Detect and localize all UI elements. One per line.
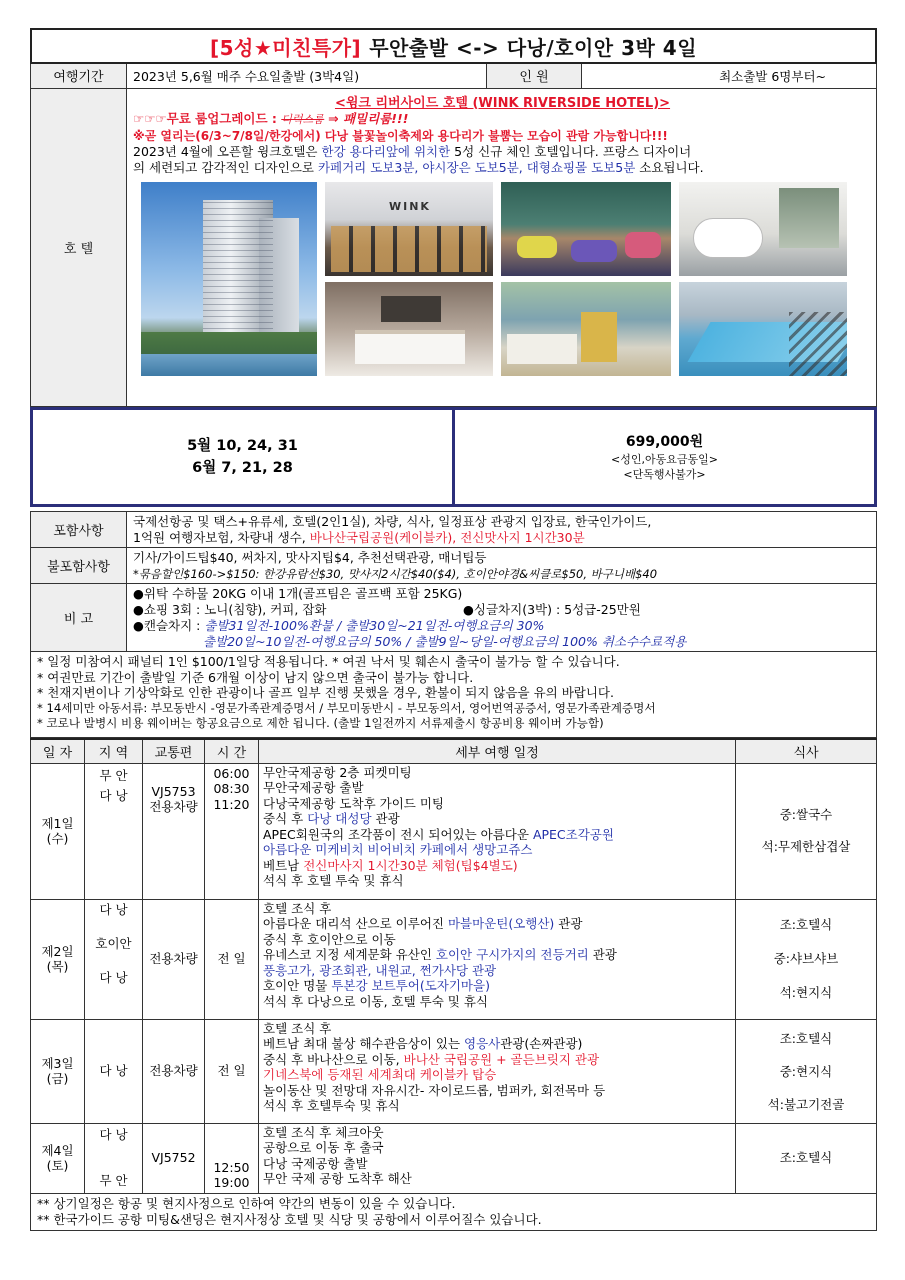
price-amount: 699,000원: [625, 434, 704, 450]
itinerary-text: 베트남: [263, 857, 304, 873]
hotel-table: [30, 89, 877, 408]
day-3-label: [31, 1019, 85, 1123]
itinerary-text: 관광: [371, 811, 400, 826]
day-1-meals: [736, 763, 877, 899]
people-label: 인 원: [487, 64, 582, 88]
day-2-row: [31, 899, 877, 1019]
hotel-suite-photo: [501, 282, 671, 376]
itinerary-line: 다낭 국제공항 출발: [263, 1155, 368, 1171]
day-4-label: [31, 1123, 85, 1193]
itinerary-highlight: 영응사: [464, 1036, 501, 1051]
flyer-title: [30, 28, 877, 64]
remarks-label: 비 고: [31, 584, 127, 652]
include-highlight: 바나산국립공원(케이블카), 전신맛사지 1시간30분: [309, 529, 585, 545]
meal-item: 조:호텔식: [779, 1030, 833, 1046]
departure-dates: [33, 410, 452, 504]
hotel-sign: WINK: [389, 199, 431, 213]
itinerary-line: 호텔 조식 후 체크아웃: [263, 1124, 384, 1140]
hotel-pool-photo: [679, 282, 847, 376]
itinerary-line: 석식 후 호텔 투숙 및 휴식: [263, 873, 404, 888]
remarks-cancel-label: ●캔슬차지 :: [133, 617, 205, 633]
itinerary-line: 중식 후 호이안으로 이동: [263, 931, 396, 947]
price-box: [30, 407, 877, 507]
hotel-desc-1: [133, 144, 872, 160]
itinerary-line: 무안국제공항 2층 피켓미팅: [263, 764, 412, 780]
day-4-region-from: 다 낭: [99, 1127, 128, 1142]
itinerary-line: 호텔 조식 후: [263, 1020, 332, 1036]
remarks-content: [127, 584, 877, 652]
dates-june: 6월 7, 21, 28: [192, 460, 293, 476]
remarks-line-3: [133, 618, 870, 634]
day-2-label: [31, 899, 85, 1019]
hotel-bathroom-photo: [679, 182, 847, 276]
day-1-region-to: 다 낭: [99, 787, 128, 803]
day-1-time: 11:20: [213, 796, 250, 812]
itinerary-line: 호텔 조식 후: [263, 900, 332, 916]
day-3-weekday: (금): [46, 1071, 69, 1086]
itinerary-line: 공항으로 이동 후 출국: [263, 1140, 384, 1155]
itinerary-line: [263, 978, 731, 994]
meal-item: 중:쌀국수: [779, 807, 833, 822]
itinerary-line: 풍흥고가, 광조회관, 내원교, 쩐가사당 관광: [263, 962, 497, 978]
day-1-region: [85, 763, 143, 899]
header-meal: 식사: [736, 739, 877, 763]
desc2-highlight: 카페거리 도보3분, 야시장은 도보5분, 대형쇼핑몰 도보5분: [317, 159, 636, 175]
upgrade-line: [133, 111, 872, 128]
header-region: 지 역: [85, 739, 143, 763]
remarks-line-1: ●위탁 수하물 20KG 이내 1개(골프팀은 골프백 포함 25KG): [133, 585, 463, 601]
itinerary-text: 중식 후 바나산으로 이동,: [263, 1051, 404, 1067]
day-4-row: [31, 1123, 877, 1193]
header-time: 시 간: [205, 739, 259, 763]
itinerary-text: 베트남 최대 불상 해수관음상이 있는: [263, 1036, 464, 1051]
schedule-table: [30, 738, 877, 1194]
remarks-shopping: ●쇼핑 3회 : 노니(침향), 커피, 잡화: [133, 601, 327, 617]
itinerary-highlight: 투본강 보트투어(도자기마을): [331, 978, 490, 993]
day-1-label: [31, 763, 85, 899]
include-label: 포함사항: [31, 512, 127, 548]
price-note-2: <단독행사불가>: [623, 468, 706, 481]
day-3-number: 제3일: [41, 1055, 74, 1071]
info-table: [30, 64, 877, 89]
day-4-flight: VJ5752: [143, 1123, 205, 1193]
itinerary-line: 다낭국제공항 도착후 가이드 미팅: [263, 795, 444, 811]
include-line-2: [133, 530, 870, 546]
day-2-meals: [736, 899, 877, 1019]
note-item: * 코로나 발병시 비용 웨이버는 항공요금으로 제한 됩니다. (출발 1일전까지 서류제출시 항공비용 웨이버 가능함): [37, 716, 604, 730]
itinerary-line: [263, 1052, 731, 1068]
day-2-itinerary: [259, 899, 736, 1019]
hotel-label: 호 텔: [31, 89, 127, 407]
desc1-text-end: 5성 신규 체인 호텔입니다. 프랑스 디자이너: [450, 143, 692, 159]
itinerary-text: 관광: [588, 947, 617, 962]
meal-item: 중:현지식: [779, 1063, 833, 1079]
itinerary-text: 유네스코 지정 세계문화 유산인: [263, 947, 436, 962]
itinerary-line: 아름다운 미케비치 비어비치 카페에서 생망고쥬스: [263, 842, 533, 857]
upgrade-from: 디럭스룸: [281, 112, 324, 126]
title-highlight: [5성★미친특가]: [209, 35, 362, 60]
itinerary-highlight: 다낭 대성당: [307, 811, 372, 826]
itinerary-highlight: 전신마사지 1시간30분 체험(팁$4별도): [303, 857, 518, 873]
day-1-flight: VJ5753: [151, 783, 196, 799]
day-2-time: 전 일: [205, 899, 259, 1019]
itinerary-highlight: 호이안 구시가지의 전등거리: [435, 947, 589, 962]
festival-line: ※곧 열리는(6/3~7/8일/한강에서) 다낭 불꽃놀이축제와 용다리가 불뿜는 모습이 관람 가능합니다!!!: [133, 128, 668, 143]
itinerary-text: 아름다운 대리석 산으로 이루어진: [263, 916, 448, 931]
meal-item: 석:현지식: [779, 985, 833, 1000]
desc2-text: 의 세련되고 감각적인 디자인으로: [133, 159, 318, 175]
day-2-region-item: 다 낭: [99, 901, 128, 917]
meal-item: 석:무제한삼겹살: [761, 839, 851, 854]
hotel-exterior-photo: [141, 182, 317, 376]
day-3-itinerary: [259, 1019, 736, 1123]
period-label: 여행기간: [31, 64, 127, 88]
note-item: * 일정 미참여시 패널티 1인 $100/1일당 적용됩니다. * 여권 낙서 및 훼손시 출국이 불가능 할 수 있습니다.: [37, 654, 620, 669]
itinerary-highlight: APEC조각공원: [532, 826, 614, 842]
day-1-transport: [143, 763, 205, 899]
day-4-meal: 조:호텔식: [736, 1123, 877, 1193]
itinerary-line: [263, 858, 731, 874]
exclude-line-1: 기사/가이드팁$40, 써차지, 맛사지팁$4, 추천선택관광, 매너팁등: [133, 549, 487, 565]
desc1-highlight: 한강 용다리앞에 위치한: [321, 143, 451, 159]
title-route: 무안출발 <-> 다낭/호이안 3박 4일: [369, 35, 698, 60]
dates-may: 5월 10, 24, 31: [187, 438, 298, 454]
day-1-car: 전용차량: [149, 799, 198, 814]
day-1-number: 제1일: [41, 815, 74, 831]
price-note-1: <성인,아동요금동일>: [611, 453, 718, 466]
itinerary-text: 관광: [554, 916, 583, 931]
itinerary-line: [263, 1036, 731, 1052]
note-item: * 여권만료 기간이 출발일 기준 6개월 이상이 남지 않으면 출국이 불가능 합니다.: [37, 669, 474, 685]
itinerary-line: 기네스북에 등재된 세계최대 케이블카 탑승: [263, 1067, 497, 1082]
hotel-photo-grid: [133, 176, 872, 380]
desc2-text-end: 소요됩니다.: [635, 159, 704, 175]
itinerary-line: 석식 후 호텔투숙 및 휴식: [263, 1098, 400, 1113]
day-2-region: [85, 899, 143, 1019]
tour-flyer: [30, 28, 877, 1231]
day-4-time: 19:00: [213, 1175, 250, 1190]
day-4-itinerary: [259, 1123, 736, 1193]
day-3-car: 전용차량: [143, 1019, 205, 1123]
itinerary-line: [263, 916, 731, 932]
remarks-cancel-1: 출발31일전-100%환불 / 출발30일~21일전-여행요금의 30%: [204, 617, 545, 633]
remarks-line-4: 출발20일~10일전-여행요금의 50% / 출발9일~당일-여행요금의 100% 취소수수료적용: [203, 633, 687, 649]
itinerary-line: 놀이동산 및 전망대 자유시간- 자이로드롭, 범퍼카, 회전목마 등: [263, 1082, 606, 1098]
day-1-times: [205, 763, 259, 899]
day-1-itinerary: [259, 763, 736, 899]
day-3-region: 다 낭: [85, 1019, 143, 1123]
hotel-name: <윙크 리버사이드 호텔 (WINK RIVERSIDE HOTEL)>: [334, 95, 671, 111]
day-4-time: 12:50: [213, 1159, 250, 1175]
itinerary-line: 석식 후 다낭으로 이동, 호텔 투숙 및 휴식: [263, 993, 488, 1009]
include-content: [127, 512, 877, 548]
exclude-label: 불포함사항: [31, 548, 127, 584]
day-4-weekday: (토): [46, 1158, 69, 1173]
terms-table: [30, 511, 877, 652]
itinerary-text: APEC회원국의 조각품이 전시 되어있는 아름다운: [263, 826, 533, 842]
hotel-entrance-photo: [325, 182, 493, 276]
day-4-number: 제4일: [41, 1142, 74, 1158]
meal-item: 중:샤브샤브: [773, 951, 839, 966]
include-line-1: 국제선항공 및 택스+유류세, 호텔(2인1실), 차량, 식사, 일정표상 관광지 입장료, 한국인가이드,: [133, 513, 652, 529]
day-1-time: 08:30: [213, 781, 250, 796]
desc1-text: 2023년 4월에 오픈할 윙크호텔은: [133, 143, 322, 159]
itinerary-text: 호이안 명물: [263, 978, 332, 993]
people-value: 최소출발 6명부터~: [582, 64, 877, 88]
notes-box: [30, 652, 877, 738]
exclude-content: [127, 548, 877, 584]
include-text: 1억원 여행자보험, 차량내 생수,: [133, 529, 310, 545]
itinerary-highlight: 마블마운틴(오행산): [447, 916, 555, 931]
remarks-single: ●싱글차지(3박) : 5성급-25만원: [463, 601, 641, 617]
day-2-weekday: (목): [46, 959, 69, 974]
footer-note: ** 상기일정은 항공 및 현지사정으로 인하여 약간의 변동이 있을 수 있습니다.: [37, 1195, 456, 1211]
itinerary-line: [263, 947, 731, 963]
itinerary-text: 관광(손짜관광): [500, 1036, 583, 1051]
exclude-line-2: *묶음할인$160->$150: 한강유람선$30, 맛사지2시간$40($4), 호이안야경&씨클로$50, 바구니배$40: [133, 566, 658, 581]
day-2-car: 전용차량: [143, 899, 205, 1019]
day-2-number: 제2일: [41, 943, 74, 959]
day-1-region-from: 무 안: [99, 767, 128, 783]
day-4-region-to: 무 안: [99, 1173, 128, 1188]
itinerary-line: 무안국제공항 출발: [263, 780, 364, 795]
upgrade-arrow: ⇒: [328, 110, 339, 126]
itinerary-text: 중식 후: [263, 811, 308, 826]
day-1-row: [31, 763, 877, 899]
hotel-lobby-photo: [501, 182, 671, 276]
upgrade-prefix: ☞☞☞무료 룸업그레이드 :: [133, 110, 277, 126]
day-3-time: 전 일: [205, 1019, 259, 1123]
meal-item: 석:불고기전골: [767, 1096, 845, 1112]
header-day: 일 자: [31, 739, 85, 763]
hotel-content: [127, 89, 877, 407]
day-3-row: [31, 1019, 877, 1123]
period-value: 2023년 5,6월 매주 수요일출발 (3박4일): [127, 64, 487, 88]
footer-note: ** 한국가이드 공항 미팅&샌딩은 현지사정상 호텔 및 식당 및 공항에서 이루어질수 있습니다.: [37, 1211, 542, 1227]
itinerary-line: 무안 국제 공항 도착후 해산: [263, 1171, 412, 1186]
note-item: * 천재지변이나 기상악화로 인한 관광이나 골프 일부 진행 못했을 경우, 환불이 되지 않음을 유의 바랍니다.: [37, 685, 614, 700]
upgrade-to: 패밀리룸!!!: [343, 110, 409, 126]
header-itinerary: 세부 여행 일정: [259, 739, 736, 763]
hotel-room-photo: [325, 282, 493, 376]
itinerary-highlight: 바나산 국립공원 + 골든브릿지 관광: [403, 1051, 600, 1067]
day-3-meals: [736, 1019, 877, 1123]
hotel-desc-2: [133, 160, 872, 176]
day-4-times: [205, 1123, 259, 1193]
price-info: [452, 410, 874, 504]
note-item: * 14세미만 아동서류: 부모동반시 -영문가족관계증명서 / 부모미동반시 - 부모동의서, 영어번역공증서, 영문가족관계증명서: [37, 700, 656, 715]
remarks-line-2: [133, 602, 870, 618]
itinerary-line: [263, 827, 731, 843]
day-4-region: [85, 1123, 143, 1193]
day-1-weekday: (수): [46, 831, 69, 846]
day-2-region-item: 다 낭: [99, 969, 128, 985]
day-1-time: 06:00: [213, 765, 250, 781]
day-2-region-item: 호이안: [95, 935, 132, 951]
itinerary-line: [263, 811, 731, 827]
footer-notes: [30, 1194, 877, 1231]
header-transport: 교통편: [143, 739, 205, 763]
meal-item: 조:호텔식: [779, 917, 833, 932]
